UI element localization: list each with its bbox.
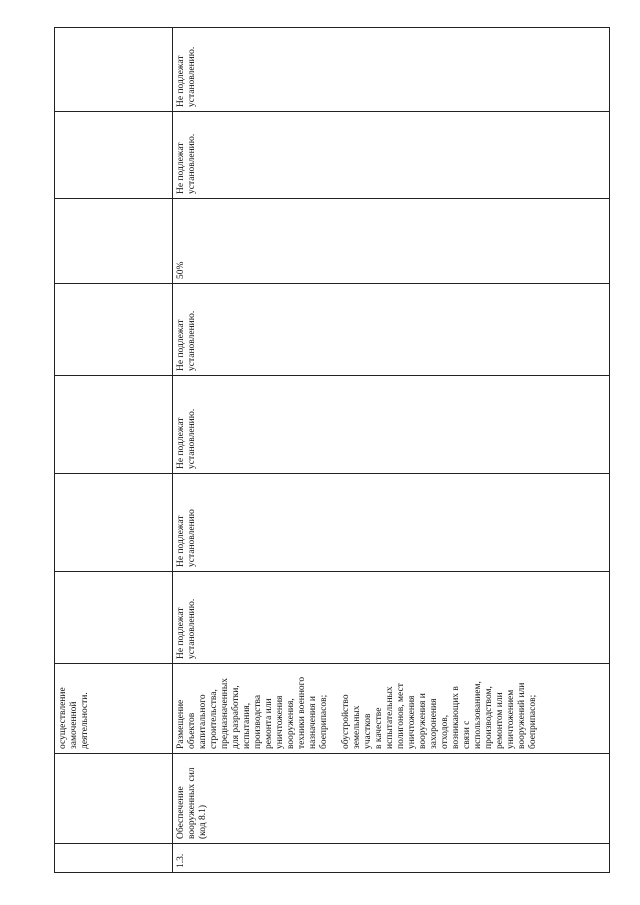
row-number: 1.3. [176, 853, 186, 868]
table-cell [55, 199, 173, 284]
param-value: Не подлежат установлению. [176, 133, 197, 194]
rotated-page [54, 28, 595, 873]
table-cell [55, 474, 173, 572]
use-type-description: Размещение объектов капитального строительства, предназначенных для разработки, испытания, производства ремонта или уничтожения вооружения, техники военного назначения и боеприпасов; обустройство земельных участков в качестве испытательных полигонов, мест уничтожения вооружения и захоронения отходов, возникающих в связи с использованием, производством, ремонтом или уничтожением вооружений или боеприпасов; [176, 676, 538, 749]
param-value: 50% [176, 261, 186, 279]
table-row [55, 28, 173, 873]
param-value: Не подлежат установлению. [176, 46, 197, 107]
regulations-table [54, 27, 610, 873]
table-cell [173, 199, 610, 284]
table-cell [55, 844, 173, 873]
table-cell [173, 754, 610, 844]
param-value: Не подлежат установлению. [176, 310, 197, 371]
table-cell [55, 284, 173, 376]
table-cell [55, 376, 173, 474]
table-cell [173, 376, 610, 474]
table-cell [173, 112, 610, 199]
param-value: Не подлежат установлению. [176, 598, 197, 659]
table-cell [55, 112, 173, 199]
table-cell [55, 28, 173, 112]
table-cell [173, 284, 610, 376]
table-cell [173, 844, 610, 873]
table-cell [173, 28, 610, 112]
table-cell [173, 572, 610, 664]
param-value: Не подлежат установлению [176, 509, 197, 567]
table-cell [173, 474, 610, 572]
activity-note: осуществление замоченной деятельности. [58, 687, 90, 749]
table-row [173, 28, 610, 873]
table-cell [173, 664, 610, 754]
param-value: Не подлежат установлению. [176, 408, 197, 469]
table-cell [55, 754, 173, 844]
table-cell [55, 664, 173, 754]
table-cell [55, 572, 173, 664]
use-type-name: Обеспечение вооруженных сил (код 8.1) [176, 767, 208, 839]
